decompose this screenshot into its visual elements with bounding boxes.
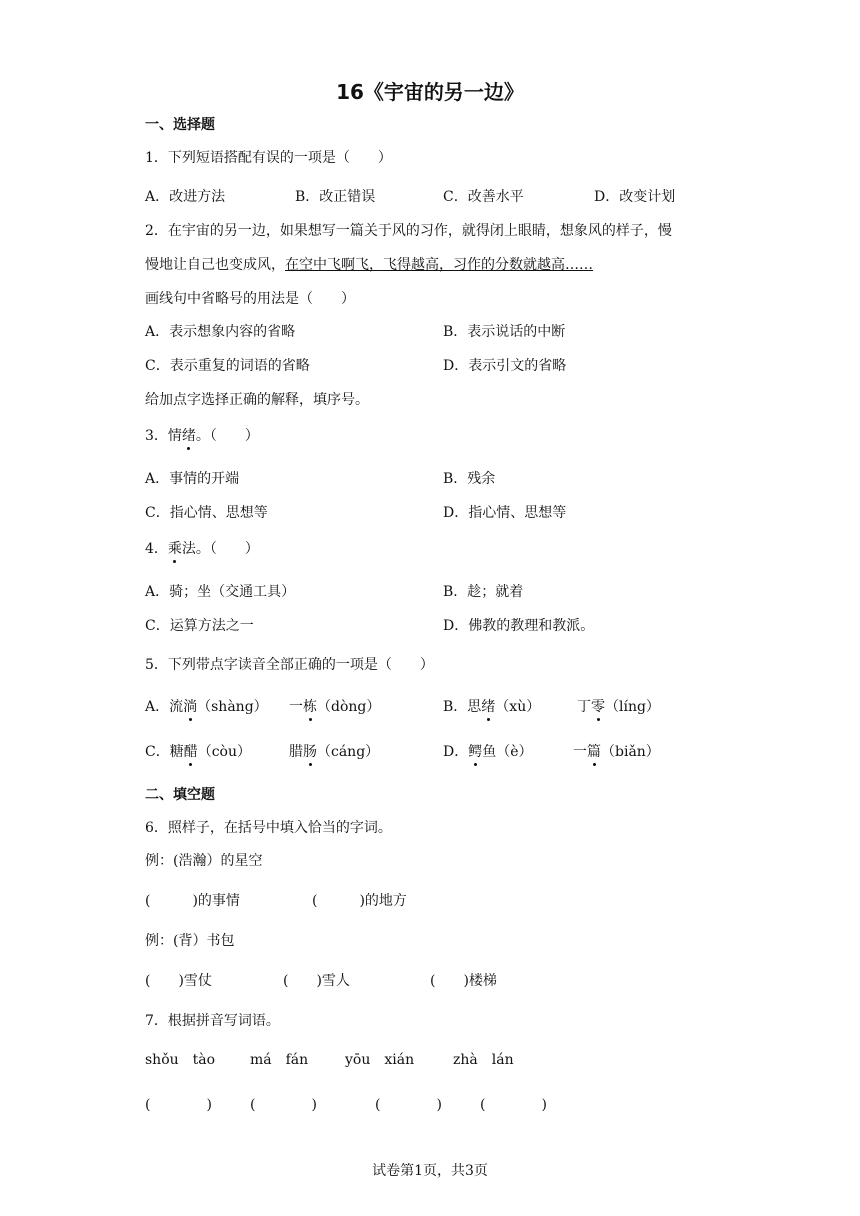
q3-option-c: C．指心情、思想等 [145, 505, 268, 521]
q2-option-a: A．表示想象内容的省略 [145, 324, 296, 340]
dotted-char: 零 [591, 696, 605, 716]
q7-answer-blank-4: ( ) [480, 1097, 547, 1113]
text: 腊 [289, 744, 303, 760]
q4-option-b: B．趁；就着 [443, 584, 524, 600]
q7-pinyin-1: shǒu tào [145, 1052, 216, 1068]
instruction-text: 给加点字选择正确的解释，填序号。 [145, 392, 369, 408]
text: 一 [289, 699, 303, 715]
q3-option-a: A．事情的开端 [145, 471, 240, 487]
text: C．糖 [145, 744, 184, 760]
q7-pinyin-4: zhà lán [453, 1052, 514, 1068]
q6-blank-4: ( )雪人 [283, 973, 350, 989]
pinyin: （dòng） [317, 699, 381, 715]
q4-word-char: 法 [181, 541, 196, 557]
text: D． [443, 744, 469, 760]
question-3-stem [145, 425, 259, 445]
dotted-char: 栋 [303, 696, 317, 716]
q5-option-c-word-1 [145, 741, 251, 761]
q4-option-c: C．运算方法之一 [145, 618, 254, 634]
pinyin: （líng） [605, 699, 660, 715]
q6-blank-5: ( )楼梯 [430, 973, 497, 989]
q7-answer-blank-1: ( ) [145, 1097, 212, 1113]
q5-option-d-word-2 [573, 741, 660, 761]
q7-answer-blank-2: ( ) [250, 1097, 317, 1113]
dotted-char: 绪 [481, 696, 495, 716]
q2-underlined-sentence: 在空中飞啊飞，飞得越高，习作的分数就越高…… [285, 257, 593, 273]
q3-option-d: D．指心情、思想等 [443, 505, 567, 521]
dotted-char: 鳄 [468, 741, 482, 761]
q5-option-a-word-1 [145, 696, 268, 716]
q7-pinyin-3: yōu xián [345, 1052, 415, 1068]
q4-blank: 。（ ） [195, 541, 259, 557]
q5-option-d-word-1 [443, 741, 533, 761]
q1-option-d: D．改变计划 [594, 189, 676, 205]
dotted-char: 淌 [183, 696, 197, 716]
question-2-line-1: 2．在宇宙的另一边，如果想写一篇关于风的习作，就得闭上眼睛，想象风的样子，慢 [145, 223, 672, 239]
page-footer: 试卷第1页，共3页 [372, 1163, 488, 1179]
q2-plain-text: 慢地让自己也变成风， [145, 257, 285, 273]
question-2-prompt: 画线句中省略号的用法是（ ） [145, 291, 355, 307]
question-2-line-2 [145, 254, 593, 274]
q7-pinyin-2: má fán [250, 1052, 309, 1068]
q6-example-1: 例：(浩瀚）的星空 [145, 853, 263, 869]
q4-dotted-char: 乘 [168, 538, 182, 558]
page-title: 16《宇宙的另一边》 [336, 80, 524, 104]
q5-option-c-word-2 [289, 741, 379, 761]
q3-dotted-char: 绪 [182, 425, 196, 445]
q6-blank-1: ( )的事情 [145, 893, 240, 909]
question-5-stem: 5．下列带点字读音全部正确的一项是（ ） [145, 657, 434, 673]
q5-option-a-word-2 [289, 696, 380, 716]
pinyin: 鱼（è） [482, 744, 533, 760]
q1-option-c: C．改善水平 [443, 189, 524, 205]
dotted-char: 肠 [303, 741, 317, 761]
text: A．流 [145, 699, 184, 715]
pinyin: （cáng） [317, 744, 380, 760]
q3-blank: 。（ ） [195, 428, 259, 444]
q1-option-b: B．改正错误 [295, 189, 376, 205]
pinyin: （xù） [495, 699, 541, 715]
q6-example-2: 例：(背）书包 [145, 933, 235, 949]
question-4-stem [145, 538, 259, 558]
q3-word-char: 情 [167, 428, 182, 444]
question-7-stem: 7．根据拼音写词语。 [145, 1013, 280, 1029]
q6-blank-3: ( )雪仗 [145, 973, 212, 989]
q7-answer-blank-3: ( ) [375, 1097, 442, 1113]
q1-option-a: A．改进方法 [145, 189, 226, 205]
pinyin: （còu） [197, 744, 252, 760]
section-heading-choice: 一、选择题 [145, 117, 215, 133]
q3-number: 3． [145, 428, 168, 444]
text: B．思 [443, 699, 482, 715]
q4-option-d: D．佛教的教理和教派。 [443, 618, 595, 634]
q4-number: 4． [145, 541, 168, 557]
text: 丁 [577, 699, 591, 715]
q2-option-b: B．表示说话的中断 [443, 324, 566, 340]
dotted-char: 醋 [184, 741, 198, 761]
q4-option-a: A．骑；坐（交通工具） [145, 584, 296, 600]
text: 一 [573, 744, 587, 760]
q2-option-c: C．表示重复的词语的省略 [145, 358, 310, 374]
question-1-stem: 1．下列短语搭配有误的一项是（ ） [145, 150, 392, 166]
dotted-char: 篇 [587, 741, 601, 761]
question-6-stem: 6．照样子，在括号中填入恰当的字词。 [145, 820, 392, 836]
q3-option-b: B．残余 [443, 471, 496, 487]
q2-option-d: D．表示引文的省略 [443, 358, 567, 374]
pinyin: （shàng） [197, 699, 268, 715]
q6-blank-2: ( )的地方 [312, 893, 407, 909]
section-heading-fill: 二、填空题 [145, 787, 215, 803]
q5-option-b-word-1 [443, 696, 540, 716]
pinyin: （biǎn） [601, 744, 660, 760]
q5-option-b-word-2 [577, 696, 660, 716]
